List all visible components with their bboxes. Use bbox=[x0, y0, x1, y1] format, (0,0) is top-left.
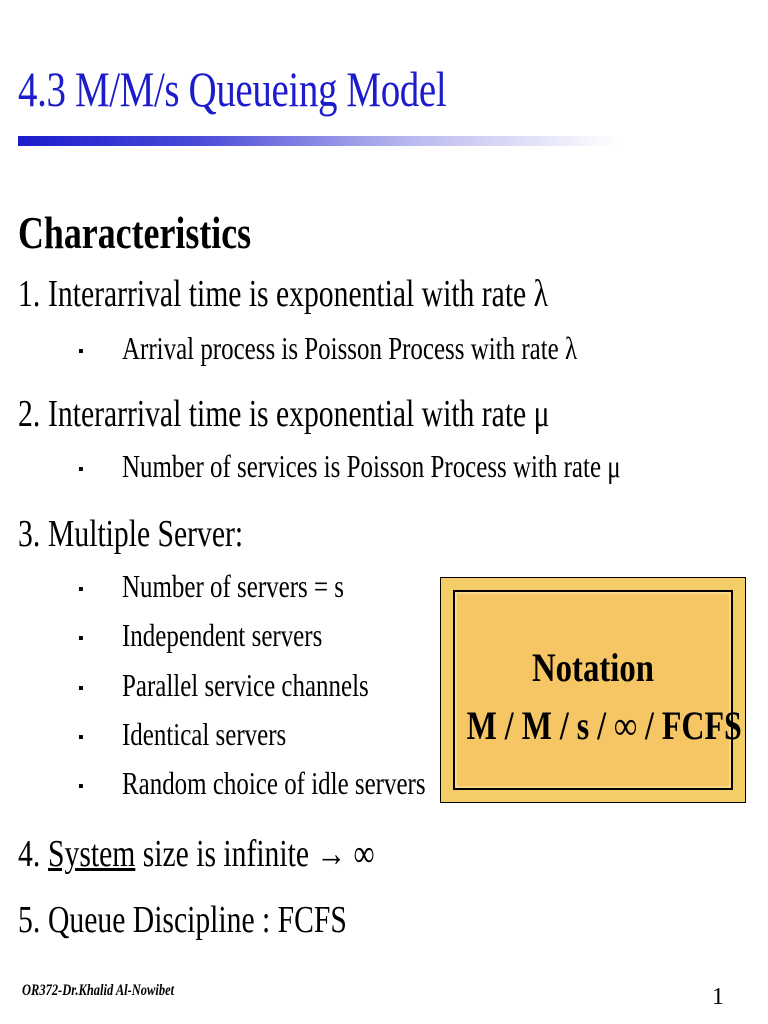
bullet-icon: ▪ bbox=[78, 460, 84, 478]
sub-list-item bbox=[78, 667, 438, 704]
item-number: 2. bbox=[18, 393, 41, 435]
item-text-underlined: System bbox=[48, 833, 136, 875]
bullet-icon: ▪ bbox=[78, 728, 84, 746]
notation-formula: M / M / s / ∞ / FCFS bbox=[466, 703, 742, 748]
bullet-icon: ▪ bbox=[78, 580, 84, 598]
list-item bbox=[18, 392, 550, 436]
sub-list-item bbox=[78, 568, 407, 605]
item-text: Queue Discipline : FCFS bbox=[48, 899, 347, 941]
page-number: 1 bbox=[712, 984, 724, 1010]
bullet-icon: ▪ bbox=[78, 629, 84, 647]
bullet-icon: ▪ bbox=[78, 777, 84, 795]
sub-item-text: Independent servers bbox=[122, 617, 323, 653]
item-number: 3. bbox=[18, 513, 41, 555]
list-item bbox=[18, 898, 347, 942]
sub-item-text: Identical servers bbox=[122, 716, 287, 752]
list-item bbox=[18, 272, 548, 316]
list-item bbox=[18, 832, 375, 876]
sub-item-text: Parallel service channels bbox=[122, 667, 369, 703]
notation-box bbox=[440, 577, 746, 803]
title-underline bbox=[18, 136, 618, 146]
item-text: Interarrival time is exponential with rate λ bbox=[48, 273, 548, 315]
sub-item-text: Arrival process is Poisson Process with rate λ bbox=[122, 330, 578, 366]
slide-title: 4.3 M/M/s Queueing Model bbox=[18, 61, 447, 117]
bullet-icon: ▪ bbox=[78, 679, 84, 697]
item-number: 5. bbox=[18, 899, 41, 941]
sub-item-text: Number of services is Poisson Process with rate μ bbox=[122, 448, 621, 484]
footer-author: OR372-Dr.Khalid Al-Nowibet bbox=[22, 982, 175, 999]
sub-list-item bbox=[78, 716, 333, 753]
sub-item-text: Random choice of idle servers bbox=[122, 765, 426, 801]
item-text: size is infinite → ∞ bbox=[135, 833, 375, 875]
item-text: Multiple Server: bbox=[48, 513, 244, 555]
section-heading: Characteristics bbox=[18, 207, 252, 258]
list-item bbox=[18, 512, 243, 556]
item-number: 1. bbox=[18, 273, 41, 315]
item-text: Interarrival time is exponential with rate μ bbox=[48, 393, 550, 435]
notation-inner-panel bbox=[453, 590, 742, 790]
sub-list-item bbox=[78, 448, 761, 485]
sub-item-text: Number of servers = s bbox=[122, 568, 345, 604]
item-number: 4. bbox=[18, 833, 41, 875]
sub-list-item bbox=[78, 617, 379, 654]
sub-list-item bbox=[78, 330, 705, 367]
notation-title: Notation bbox=[531, 645, 655, 690]
bullet-icon: ▪ bbox=[78, 342, 84, 360]
